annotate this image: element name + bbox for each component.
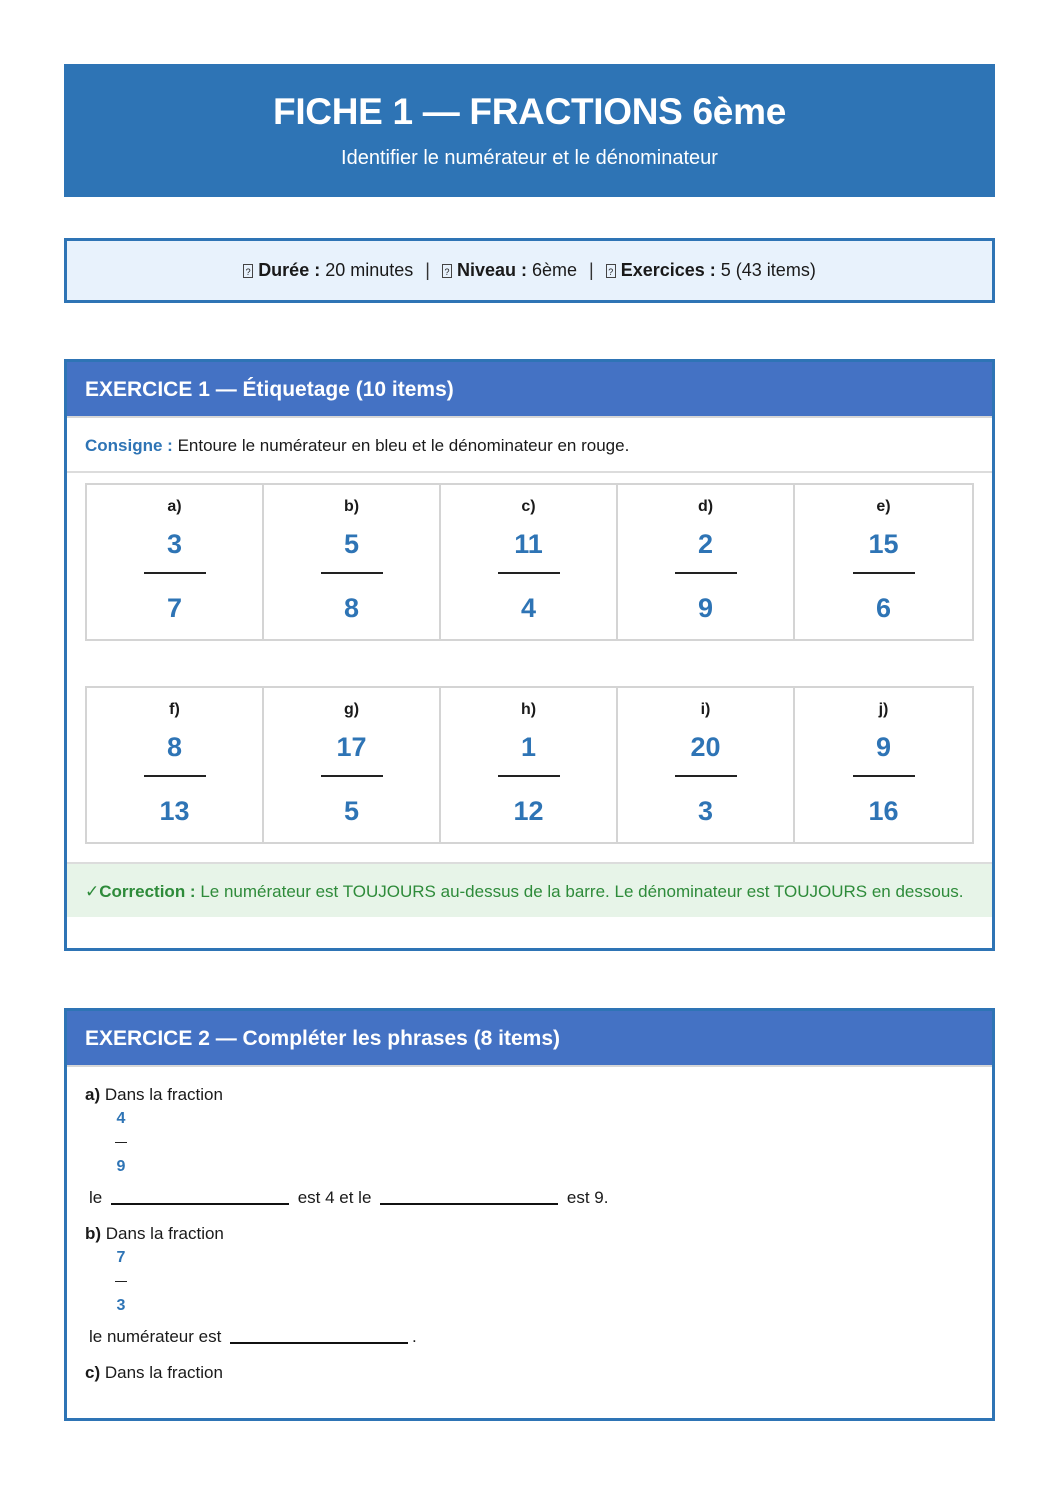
fraction-bar xyxy=(321,775,383,777)
item-c-intro xyxy=(85,1361,974,1385)
fraction-bar xyxy=(675,572,737,574)
sentence-part: le numérateur est xyxy=(89,1327,222,1346)
exercise-1-card xyxy=(64,359,995,951)
consigne xyxy=(67,418,992,473)
numerator[interactable]: 1 xyxy=(520,732,537,762)
consigne-label: Consigne : xyxy=(85,436,173,455)
fraction-bar xyxy=(115,1281,127,1282)
sentence-part: est 4 et le xyxy=(297,1188,372,1207)
item-intro: Dans la fraction xyxy=(101,1224,224,1243)
denominator[interactable]: 3 xyxy=(697,795,714,826)
denominator[interactable]: 9 xyxy=(697,592,714,623)
sentence-part: le xyxy=(89,1188,103,1207)
fraction-label: d) xyxy=(697,498,714,515)
fraction-bar xyxy=(853,775,915,777)
fraction-cell-d[interactable] xyxy=(618,485,795,639)
fraction-bar xyxy=(144,775,206,777)
fraction-label: a) xyxy=(167,498,182,515)
item-intro: Dans la fraction xyxy=(100,1085,223,1104)
niveau-value: 6ème xyxy=(526,260,578,280)
answer-blank-1[interactable] xyxy=(111,1185,289,1205)
exercise-1-title: EXERCICE 1 — Étiquetage (10 items) xyxy=(67,362,992,418)
separator: | xyxy=(425,260,430,280)
fraction-bar xyxy=(675,775,737,777)
page-title: FICHE 1 — FRACTIONS 6ème xyxy=(273,91,786,132)
fraction-cell-b[interactable] xyxy=(264,485,441,639)
correction-box xyxy=(67,862,992,917)
fraction-label: b) xyxy=(343,498,360,515)
item-a-fraction xyxy=(115,1107,127,1179)
item-label: b) xyxy=(85,1224,102,1243)
fraction-bar xyxy=(498,572,560,574)
niveau-label: Niveau : xyxy=(456,260,527,280)
title-banner xyxy=(64,64,995,197)
denominator: 9 xyxy=(116,1158,126,1175)
exercise-2-card xyxy=(64,1008,995,1421)
fraction-label: g) xyxy=(343,701,360,718)
fraction-cell-g[interactable] xyxy=(264,688,441,842)
denominator[interactable]: 13 xyxy=(159,795,190,826)
numerator[interactable]: 2 xyxy=(697,529,714,559)
exercices-label: Exercices : xyxy=(620,260,716,280)
exercise-2-body xyxy=(67,1067,992,1385)
fraction-cell-f[interactable] xyxy=(87,688,264,842)
denominator[interactable]: 8 xyxy=(343,592,360,623)
fraction-label: j) xyxy=(878,701,889,718)
fraction-cell-a[interactable] xyxy=(87,485,264,639)
numerator: 7 xyxy=(116,1249,126,1266)
denominator[interactable]: 12 xyxy=(513,795,544,826)
fraction-cell-e[interactable] xyxy=(795,485,972,639)
duree-label: Durée : xyxy=(258,260,321,280)
denominator[interactable]: 5 xyxy=(343,795,360,826)
clock-icon: ? xyxy=(243,264,253,278)
fraction-label: f) xyxy=(169,701,180,718)
item-a-sentence xyxy=(85,1185,974,1210)
correction-label: ✓Correction : xyxy=(85,882,196,901)
consigne-text: Entoure le numérateur en bleu et le dénominateur en rouge. xyxy=(172,436,630,455)
item-b-intro xyxy=(85,1222,974,1246)
fraction-label: h) xyxy=(520,701,537,718)
fraction-grid-row-1 xyxy=(85,483,974,641)
denominator[interactable]: 6 xyxy=(875,592,892,623)
fraction-bar xyxy=(144,572,206,574)
denominator[interactable]: 4 xyxy=(520,592,537,623)
denominator[interactable]: 16 xyxy=(868,795,899,826)
numerator[interactable]: 11 xyxy=(514,529,543,559)
item-label: c) xyxy=(85,1363,101,1382)
sentence-part: est 9. xyxy=(566,1188,609,1207)
item-b-fraction xyxy=(115,1246,127,1318)
fraction-bar xyxy=(321,572,383,574)
fraction-cell-i[interactable] xyxy=(618,688,795,842)
exercices-value: 5 (43 items) xyxy=(715,260,816,280)
separator: | xyxy=(589,260,594,280)
numerator[interactable]: 17 xyxy=(336,732,367,762)
correction-text: Le numérateur est TOUJOURS au-dessus de la barre. Le dénominateur est TOUJOURS en dessous. xyxy=(195,882,964,901)
denominator[interactable]: 7 xyxy=(166,592,183,623)
level-icon: ? xyxy=(442,264,452,278)
item-intro: Dans la fraction xyxy=(100,1363,223,1382)
numerator[interactable]: 15 xyxy=(868,529,899,559)
fraction-cell-j[interactable] xyxy=(795,688,972,842)
fraction-cell-c[interactable] xyxy=(441,485,618,639)
numerator[interactable]: 9 xyxy=(875,732,892,762)
numerator: 4 xyxy=(116,1110,126,1127)
fraction-bar xyxy=(498,775,560,777)
fraction-label: e) xyxy=(876,498,891,515)
sentence-part: . xyxy=(412,1327,417,1346)
answer-blank-2[interactable] xyxy=(380,1185,558,1205)
fraction-bar xyxy=(853,572,915,574)
exercises-icon: ? xyxy=(606,264,616,278)
numerator[interactable]: 5 xyxy=(343,529,360,559)
fraction-label: i) xyxy=(700,701,711,718)
info-bar xyxy=(64,238,995,303)
duree-value: 20 minutes xyxy=(320,260,414,280)
denominator: 3 xyxy=(116,1297,126,1314)
numerator[interactable]: 20 xyxy=(690,732,721,762)
item-label: a) xyxy=(85,1085,101,1104)
fraction-label: c) xyxy=(521,498,536,515)
fraction-grid-row-2 xyxy=(85,686,974,844)
fraction-cell-h[interactable] xyxy=(441,688,618,842)
exercise-2-title: EXERCICE 2 — Compléter les phrases (8 items) xyxy=(67,1011,992,1067)
page-subtitle: Identifier le numérateur et le dénominateur xyxy=(341,147,718,169)
item-a-intro xyxy=(85,1083,974,1107)
numerator[interactable]: 3 xyxy=(166,529,183,559)
item-b-sentence xyxy=(85,1324,974,1349)
answer-blank-1[interactable] xyxy=(230,1324,408,1344)
fraction-bar xyxy=(115,1142,127,1143)
numerator[interactable]: 8 xyxy=(166,732,183,762)
